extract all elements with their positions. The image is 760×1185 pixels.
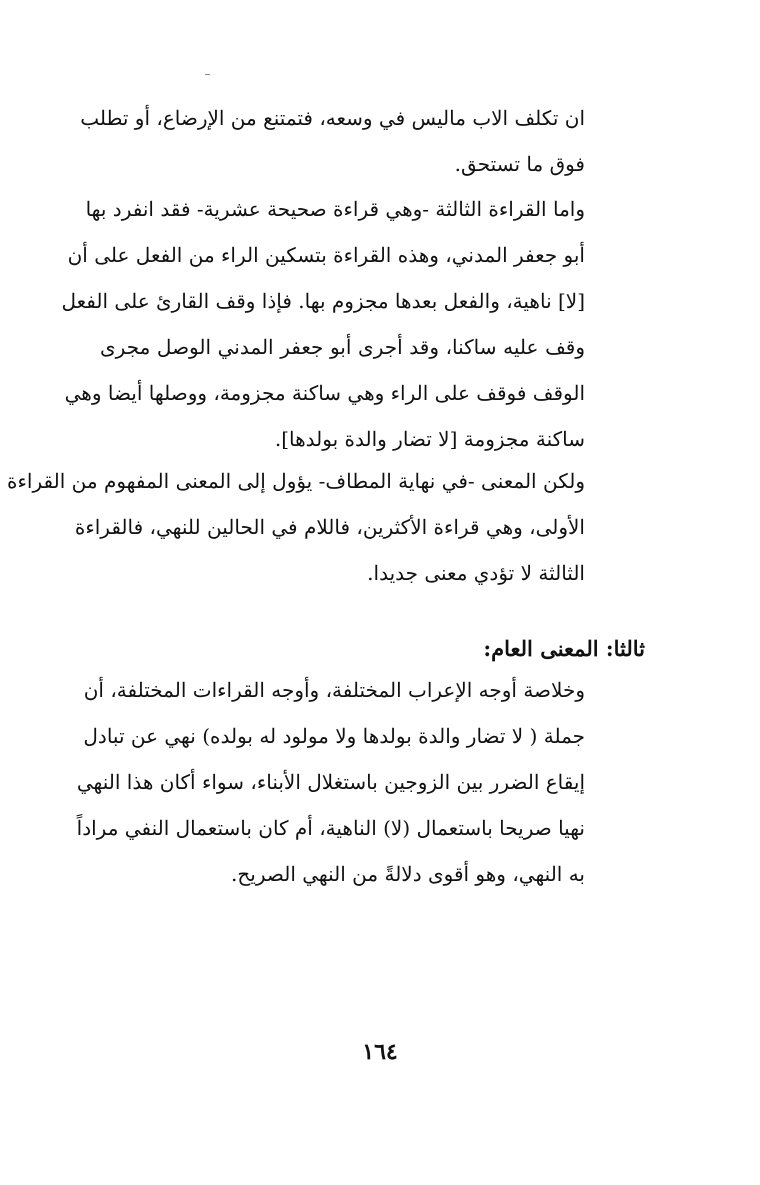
paragraph-1	[80, 95, 585, 187]
paragraph-line: به النهي، وهو أقوى دلالةً من النهي الصريح.	[231, 862, 585, 886]
section-heading: ثالثا: المعنى العام:	[483, 636, 645, 661]
paragraph-line: ان تكلف الاب ماليس في وسعه، فتمتنع من الإرضاع، أو تطلب	[80, 106, 585, 130]
paragraph-4	[76, 667, 585, 897]
paragraph-3	[7, 458, 585, 596]
paragraph-line: الأولى، وهي قراءة الأكثرين، فاللام في الحالين للنهي، فالقراءة	[74, 515, 585, 539]
paragraph-line: ساكنة مجزومة [لا تضار والدة بولدها].	[274, 427, 585, 451]
paragraph-2	[61, 186, 585, 462]
page-number: ١٦٤	[362, 1039, 398, 1065]
paragraph-line: إيقاع الضرر بين الزوجين باستغلال الأبناء، سواء أكان هذا النهي	[76, 770, 585, 794]
scan-mark	[205, 74, 210, 75]
paragraph-line: وقف عليه ساكنا، وقد أجرى أبو جعفر المدني الوصل مجرى	[100, 335, 585, 359]
paragraph-line: الثالثة لا تؤدي معنى جديدا.	[367, 561, 585, 585]
paragraph-line: فوق ما تستحق.	[454, 152, 585, 176]
paragraph-line: واما القراءة الثالثة -وهي قراءة صحيحة عشرية- فقد انفرد بها	[85, 197, 585, 221]
paragraph-line: ولكن المعنى -في نهاية المطاف- يؤول إلى المعنى المفهوم من القراءة	[7, 469, 585, 493]
paragraph-line: نهيا صريحا باستعمال (لا) الناهية، أم كان باستعمال النفي مراداً	[76, 816, 585, 840]
paragraph-line: أبو جعفر المدني، وهذه القراءة بتسكين الراء من الفعل على أن	[67, 243, 585, 267]
paragraph-line: جملة ( لا تضار والدة بولدها ولا مولود له بولده) نهي عن تبادل	[83, 724, 585, 748]
paragraph-line: [لا] ناهية، والفعل بعدها مجزوم بها. فإذا وقف القارئ على الفعل	[61, 289, 585, 313]
paragraph-line: وخلاصة أوجه الإعراب المختلفة، وأوجه القراءات المختلفة، أن	[83, 678, 585, 702]
paragraph-line: الوقف فوقف على الراء وهي ساكنة مجزومة، ووصلها أيضا وهي	[64, 381, 585, 405]
